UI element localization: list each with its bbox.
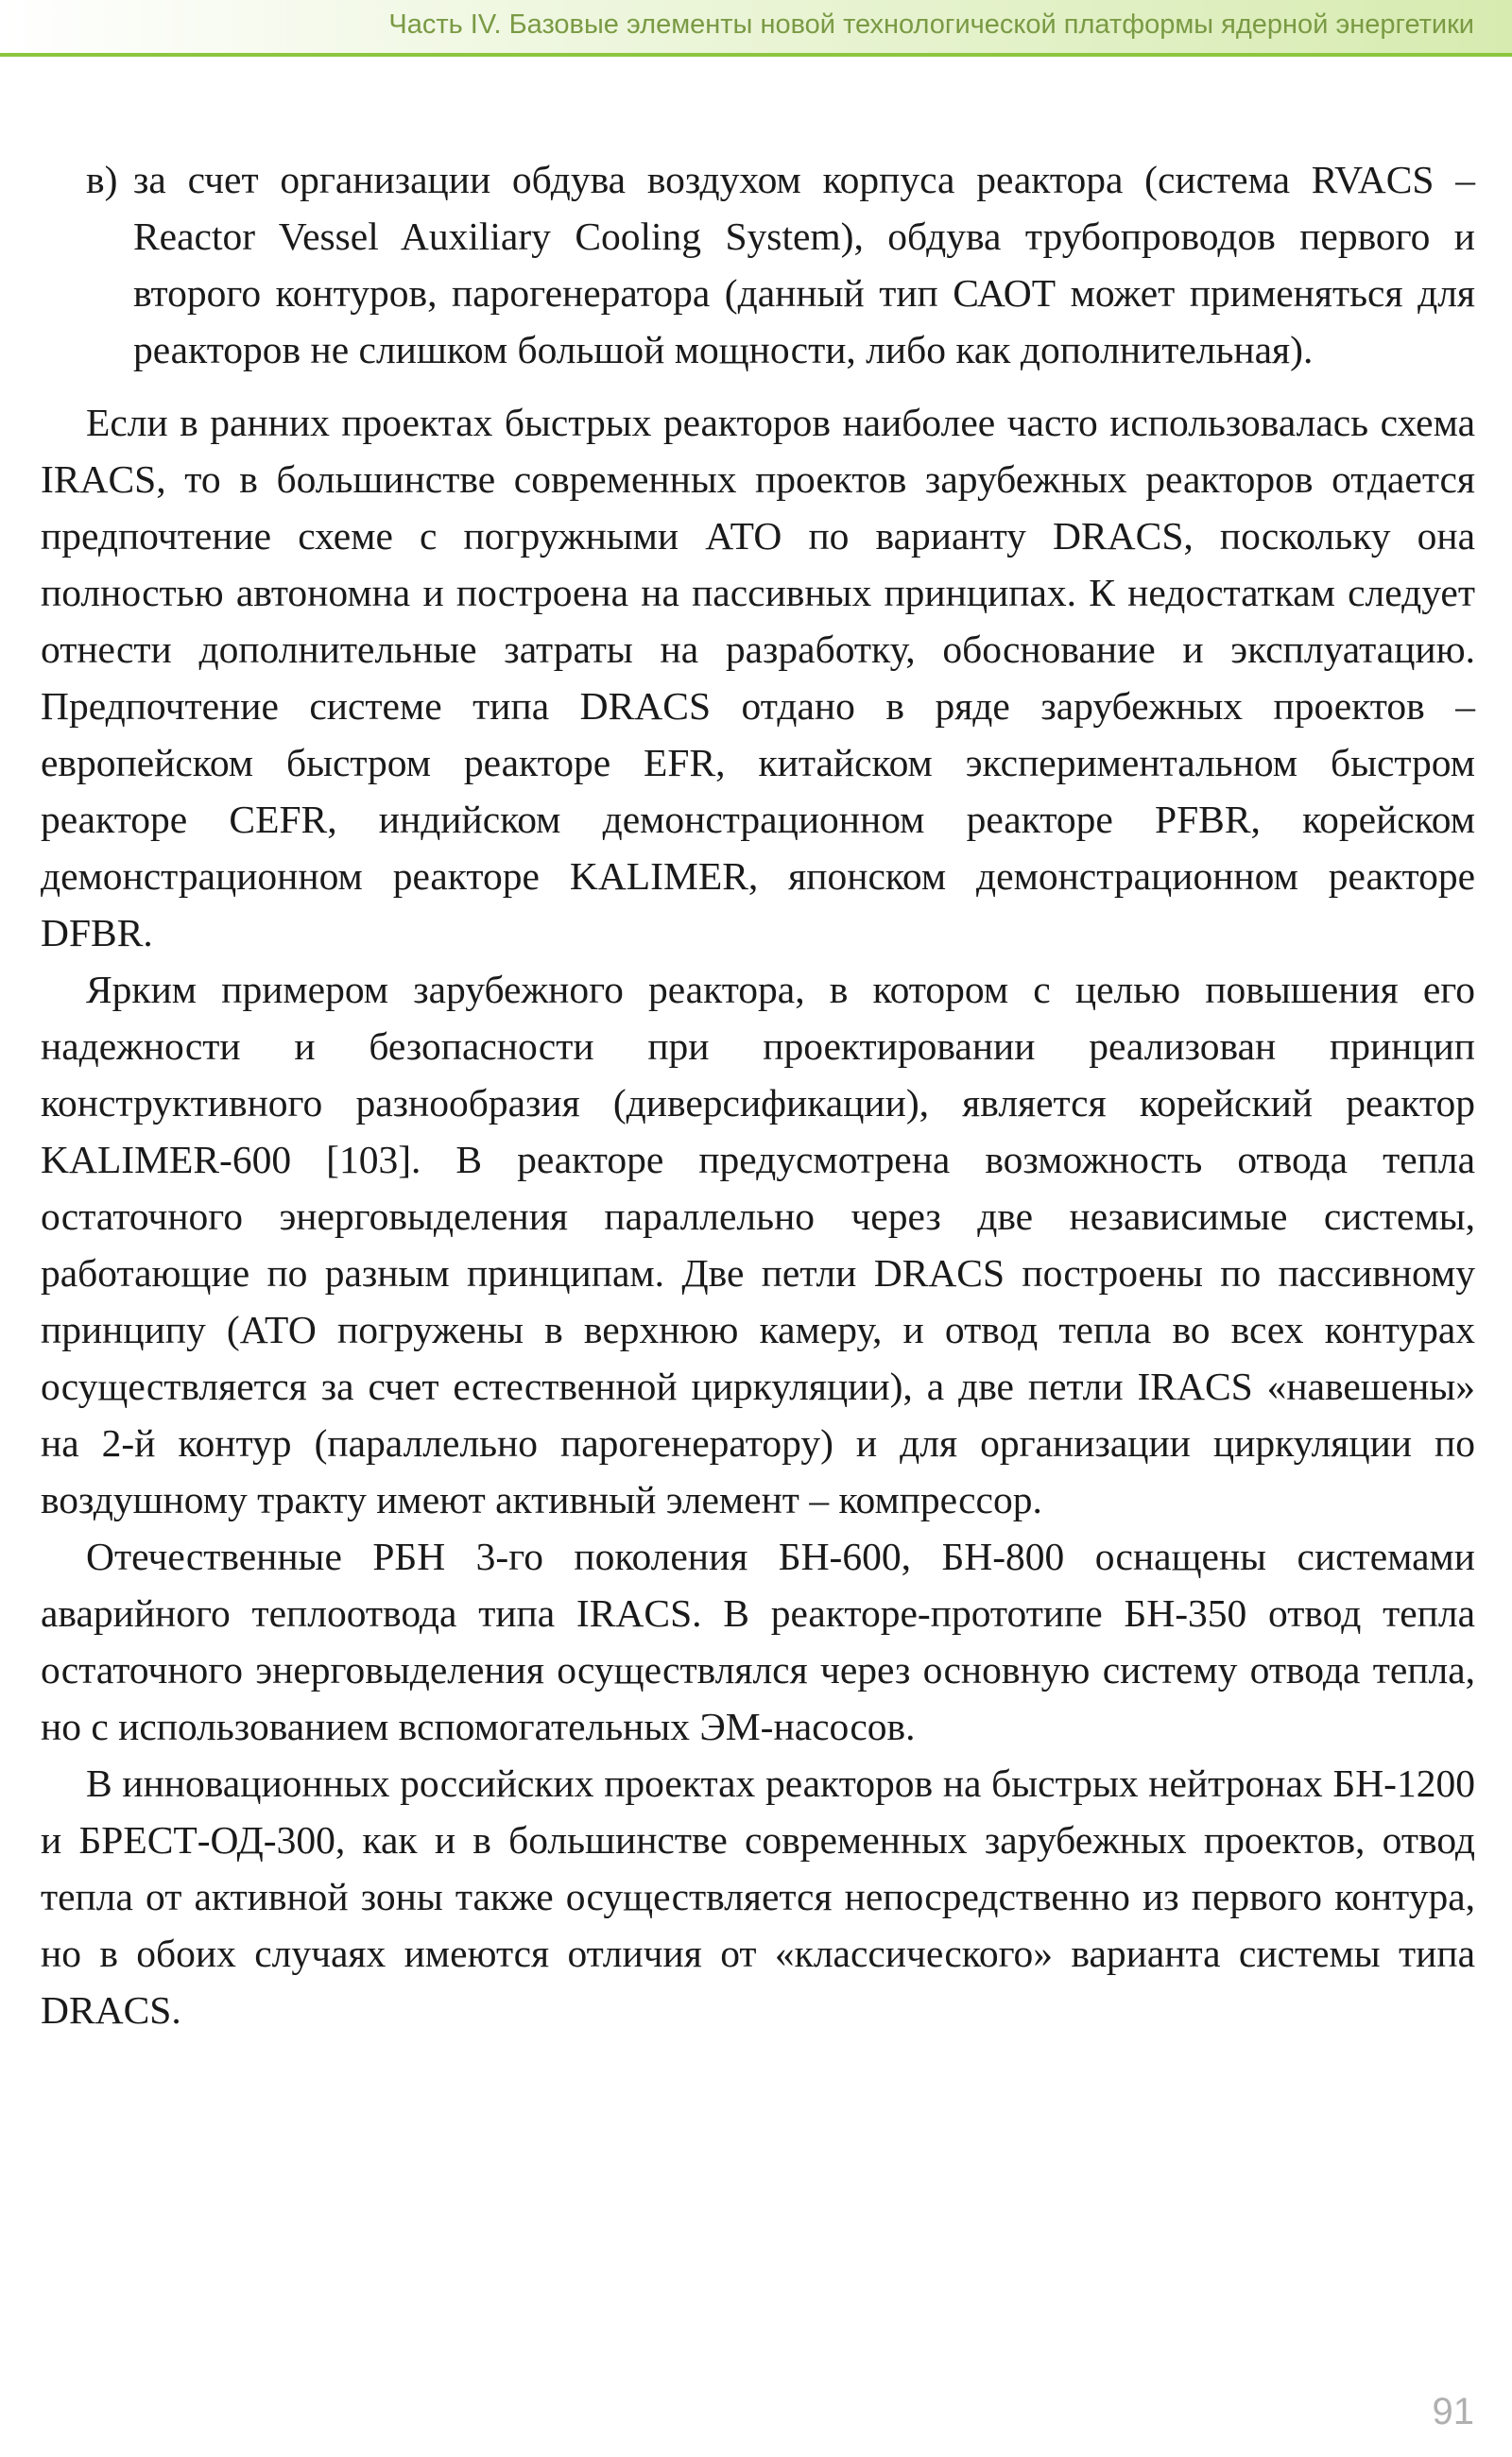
running-header-title: Часть IV. Базовые элементы новой технологической платформы ядерной энергетики: [388, 9, 1474, 40]
list-marker: в): [86, 158, 118, 201]
paragraph: В инновационных российских проектах реакторов на быстрых нейтронах БН-1200 и БРЕСТ-ОД-300, как и в большинстве современных зарубежных проектов, отвод тепла от активной зоны также осуществляется непосредственно из первого контура, но в обоих случаях имеются отличия от «классического» варианта системы типа DRACS.: [41, 1761, 1475, 2032]
paragraph: Если в ранних проектах быстрых реакторов наиболее часто использовалась схема IRACS, то в большинстве современных проектов зарубежных реакторов отдается предпочтение схеме с погружными АТО по варианту DRACS, поскольку она полностью автономна и построена на пассивных принципах. К недостаткам следует отнести дополнительные затраты на разработку, обоснование и эксплуатацию. Предпочтение системе типа DRACS отдано в ряде зарубежных проектов – европейском быстром реакторе EFR, китайском экспериментальном быстром реакторе CEFR, индийском демонстрационном реакторе PFBR, корейском демонстрационном реакторе KALIMER, японском демонстрационном реакторе DFBR.: [41, 401, 1475, 954]
paragraph: Отечественные РБН 3-го поколения БН-600, БН-800 оснащены системами аварийного теплоотвода типа IRACS. В реакторе-прототипе БН-350 отвод тепла остаточного энерговыделения осуществлялся через основную систему отвода тепла, но с использованием вспомогательных ЭМ-насосов.: [41, 1535, 1475, 1748]
page-body: [41, 151, 1475, 2038]
running-header: [0, 0, 1512, 57]
page-number: 91: [1432, 2391, 1474, 2432]
list-item-text: за счет организации обдува воздухом корпуса реактора (система RVACS – Reactor Vessel Auxiliary Cooling System), обдува трубопроводов первого и второго контуров, парогенератора (данный тип САОТ может применяться для реакторов не слишком большой мощности, либо как дополнительная).: [133, 158, 1475, 371]
list-item: [41, 151, 1475, 378]
paragraph: Ярким примером зарубежного реактора, в котором с целью повышения его надежности и безопасности при проектировании реализован принцип конструктивного разнообразия (диверсификации), является корейский реактор KALIMER-600 [103]. В реакторе предусмотрена возможность отвода тепла остаточного энерговыделения параллельно через две независимые системы, работающие по разным принципам. Две петли DRACS построены по пассивному принципу (АТО погружены в верхнюю камеру, и отвод тепла во всех контурах осуществляется за счет естественной циркуляции), а две петли IRACS «навешены» на 2-й контур (параллельно парогенератору) и для организации циркуляции по воздушному тракту имеют активный элемент – компрессор.: [41, 968, 1475, 1521]
